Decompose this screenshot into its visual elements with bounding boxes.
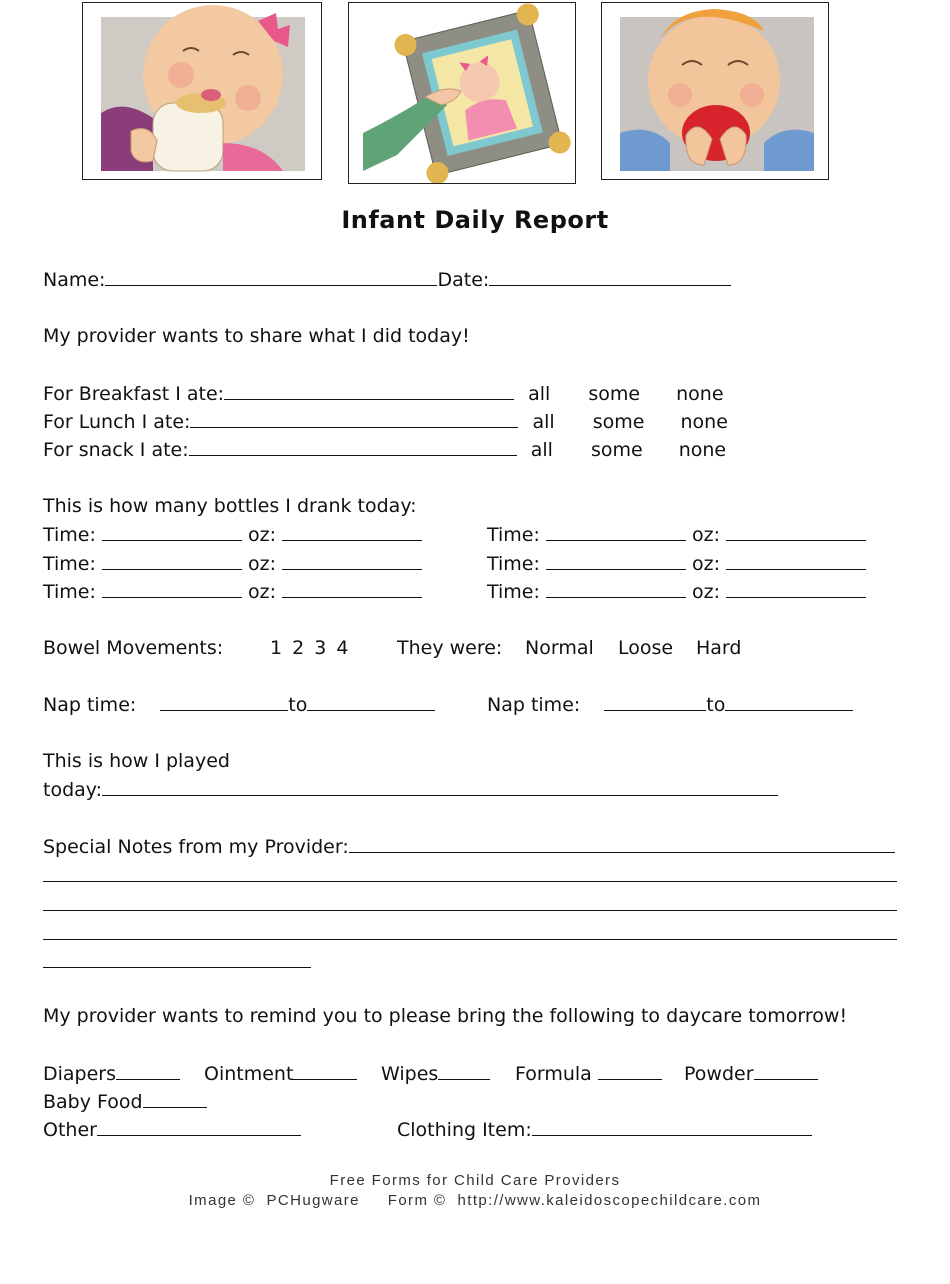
oz-label: oz: (692, 553, 720, 575)
time-label: Time: (487, 581, 540, 603)
supply-powder (684, 1061, 818, 1086)
powder-field[interactable] (754, 1061, 818, 1080)
notes-line[interactable] (43, 939, 897, 940)
time-label: Time: (487, 553, 540, 575)
footer-line-2: Image © PCHugware Form © http://www.kaleidoscopechildcare.com (188, 1192, 762, 1209)
bowel-type-label: They were: (397, 637, 503, 659)
powder-label: Powder (684, 1063, 754, 1085)
notes-field[interactable] (349, 834, 895, 853)
oz-field[interactable] (726, 579, 866, 598)
supply-wipes (381, 1061, 490, 1086)
lunch-field[interactable] (190, 409, 518, 428)
option-all[interactable]: all (528, 383, 551, 405)
bottle-entry (43, 522, 422, 547)
breakfast-field[interactable] (224, 381, 514, 400)
baby-bottle-image (82, 2, 322, 180)
time-label: Time: (43, 553, 96, 575)
option-none[interactable]: none (680, 411, 728, 433)
bottle-entry (487, 522, 866, 547)
option-all[interactable]: all (530, 439, 553, 461)
supply-baby-food (43, 1089, 207, 1114)
meal-row (43, 437, 726, 462)
bowel-type-normal[interactable]: Normal (525, 637, 594, 659)
notes-line[interactable] (43, 910, 897, 911)
nap-label: Nap time: (487, 694, 581, 716)
nap-to-label: to (706, 694, 726, 716)
name-field[interactable] (105, 267, 437, 286)
time-label: Time: (487, 524, 540, 546)
nap-label: Nap time: (43, 694, 137, 716)
baby-picture-frame-icon (349, 3, 575, 183)
baby-food-label: Baby Food (43, 1091, 143, 1113)
bowel-label: Bowel Movements: (43, 637, 224, 659)
date-field[interactable] (489, 267, 731, 286)
diapers-field[interactable] (116, 1061, 180, 1080)
ointment-field[interactable] (293, 1061, 357, 1080)
supply-ointment (204, 1061, 357, 1086)
bottle-entry (487, 551, 866, 576)
nap-row (43, 692, 435, 717)
play-label-cont: today: (43, 779, 103, 801)
baby-apple-image (601, 2, 829, 180)
bowel-count-4[interactable]: 4 (336, 637, 349, 659)
oz-label: oz: (248, 581, 276, 603)
formula-label: Formula (515, 1063, 592, 1085)
bowel-count-2[interactable]: 2 (292, 637, 305, 659)
reminder-text: My provider wants to remind you to please bring the following to daycare tomorrow! (43, 1005, 848, 1027)
snack-field[interactable] (189, 437, 517, 456)
other-label: Other (43, 1119, 97, 1141)
notes-label: Special Notes from my Provider: (43, 836, 349, 858)
nap-row (487, 692, 853, 717)
oz-label: oz: (248, 553, 276, 575)
clothing-label: Clothing Item: (397, 1119, 532, 1141)
option-some[interactable]: some (588, 383, 641, 405)
oz-label: oz: (692, 581, 720, 603)
picture-frame-image (348, 2, 576, 184)
bottle-entry (487, 579, 866, 604)
bottle-entry (43, 551, 422, 576)
meal-row (43, 409, 728, 434)
time-field[interactable] (546, 579, 686, 598)
time-label: Time: (43, 524, 96, 546)
baby-eating-apple-icon (602, 3, 828, 179)
oz-field[interactable] (282, 579, 422, 598)
oz-label: oz: (692, 524, 720, 546)
footer-line-1: Free Forms for Child Care Providers (329, 1172, 621, 1189)
name-date-row (43, 267, 731, 292)
notes-row (43, 834, 895, 859)
bowel-count-1[interactable]: 1 (270, 637, 283, 659)
option-some[interactable]: some (590, 439, 643, 461)
date-label: Date: (437, 269, 490, 291)
bowel-type-loose[interactable]: Loose (618, 637, 674, 659)
notes-line[interactable] (43, 881, 897, 882)
time-field[interactable] (102, 551, 242, 570)
time-label: Time: (43, 581, 96, 603)
oz-field[interactable] (282, 551, 422, 570)
formula-field[interactable] (598, 1061, 662, 1080)
snack-label: For snack I ate: (43, 439, 189, 461)
option-some[interactable]: some (592, 411, 645, 433)
meal-row (43, 381, 724, 406)
baby-with-bottle-icon (83, 3, 321, 179)
breakfast-label: For Breakfast I ate: (43, 383, 225, 405)
time-field[interactable] (102, 579, 242, 598)
oz-label: oz: (248, 524, 276, 546)
option-none[interactable]: none (678, 439, 727, 461)
play-label: This is how I played (43, 750, 230, 772)
bottle-entry (43, 579, 422, 604)
notes-line[interactable] (43, 967, 311, 968)
supply-clothing (397, 1117, 812, 1142)
oz-field[interactable] (282, 522, 422, 541)
ointment-label: Ointment (204, 1063, 294, 1085)
option-none[interactable]: none (676, 383, 724, 405)
diapers-label: Diapers (43, 1063, 117, 1085)
baby-food-field[interactable] (143, 1089, 207, 1108)
time-field[interactable] (102, 522, 242, 541)
nap-end-field[interactable] (725, 692, 853, 711)
supply-other (43, 1117, 301, 1142)
time-field[interactable] (546, 551, 686, 570)
page-title: Infant Daily Report (341, 206, 609, 234)
nap-start-field[interactable] (160, 692, 288, 711)
oz-field[interactable] (726, 522, 866, 541)
bowel-counts (270, 636, 349, 660)
bottles-heading: This is how many bottles I drank today: (43, 495, 417, 517)
play-row (43, 777, 778, 802)
bowel-type-hard[interactable]: Hard (696, 637, 742, 659)
supply-diapers (43, 1061, 180, 1086)
other-field[interactable] (97, 1117, 301, 1136)
wipes-label: Wipes (381, 1063, 439, 1085)
lunch-label: For Lunch I ate: (43, 411, 191, 433)
option-all[interactable]: all (532, 411, 555, 433)
clothing-field[interactable] (532, 1117, 812, 1136)
time-field[interactable] (546, 522, 686, 541)
intro-text: My provider wants to share what I did today! (43, 325, 470, 347)
play-field[interactable] (102, 777, 778, 796)
nap-to-label: to (288, 694, 308, 716)
oz-field[interactable] (726, 551, 866, 570)
bowel-count-3[interactable]: 3 (314, 637, 327, 659)
nap-start-field[interactable] (604, 692, 706, 711)
supply-formula (515, 1061, 662, 1086)
wipes-field[interactable] (438, 1061, 490, 1080)
nap-end-field[interactable] (307, 692, 435, 711)
name-label: Name: (43, 269, 106, 291)
